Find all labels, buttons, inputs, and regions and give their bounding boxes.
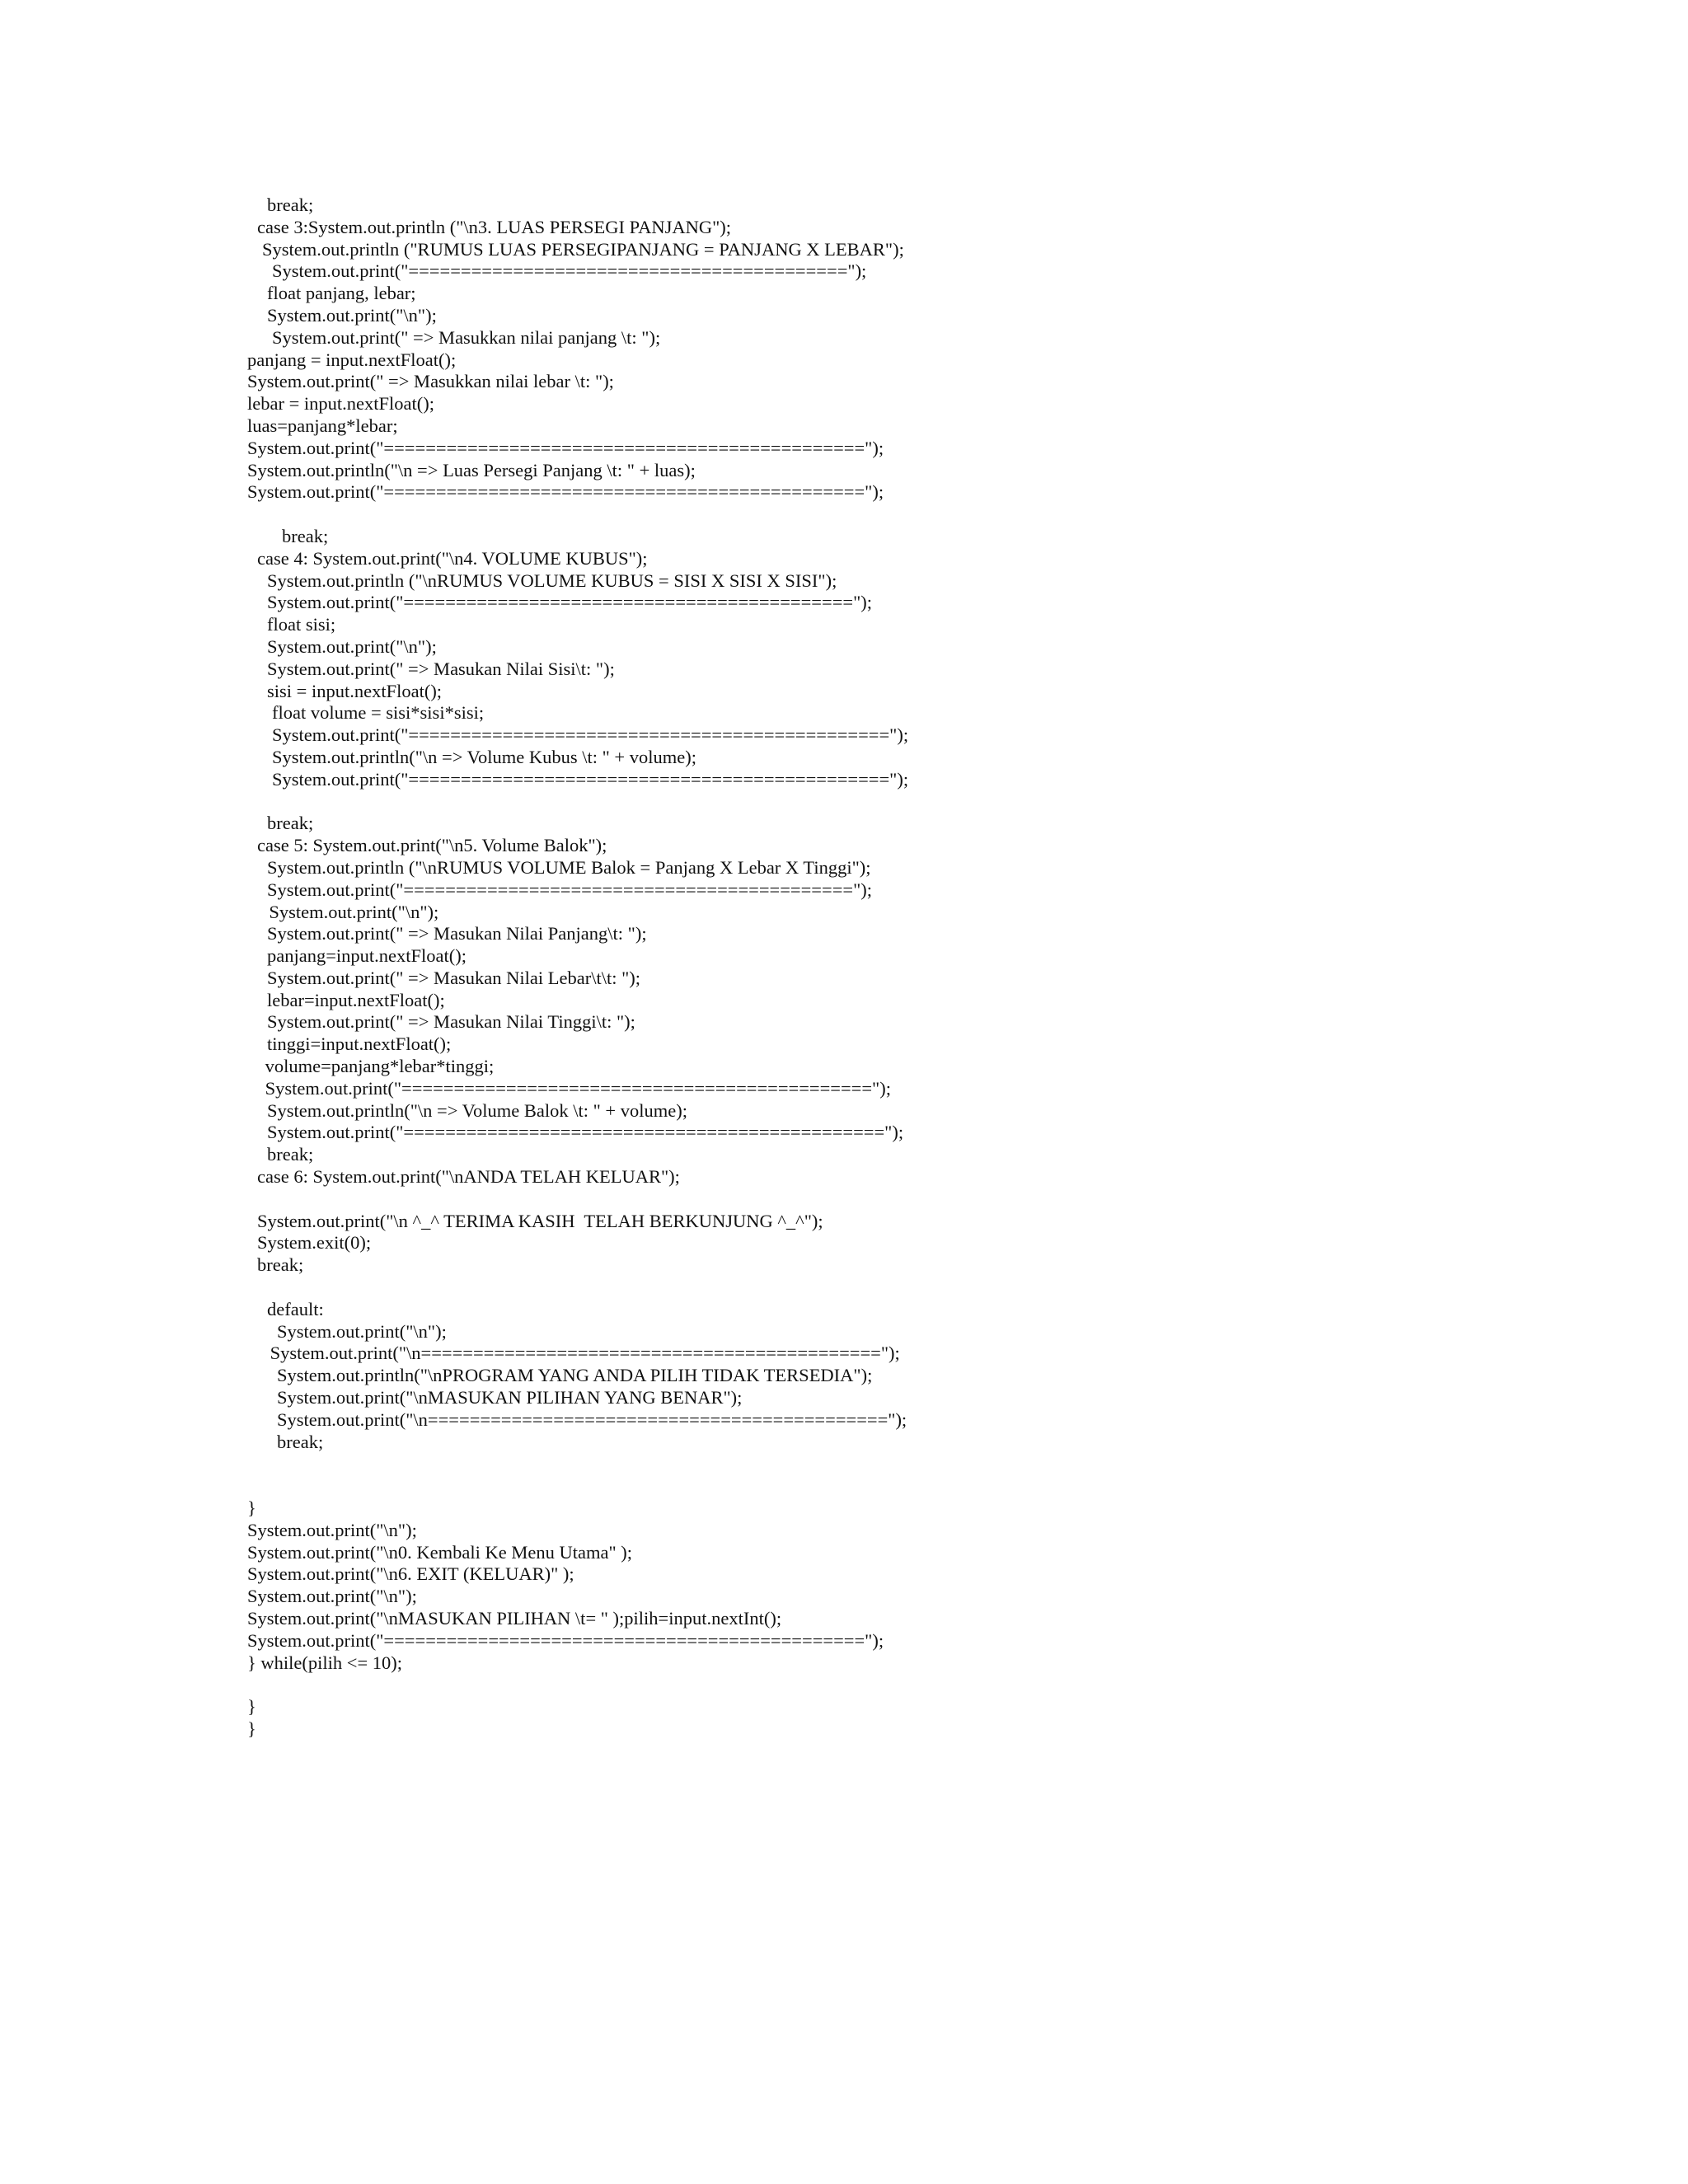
code-line [247, 1475, 1566, 1497]
code-line: lebar = input.nextFloat(); [247, 393, 435, 415]
code-line: volume=panjang*lebar*tinggi; [265, 1056, 495, 1077]
code-line: sisi = input.nextFloat(); [267, 680, 443, 701]
code-line: System.out.print("\n============================================"); [277, 1408, 907, 1430]
code-line: panjang = input.nextFloat(); [247, 349, 457, 370]
code-line: } [247, 1718, 256, 1739]
code-line: float panjang, lebar; [267, 283, 416, 304]
code-line: case 6: System.out.print("\nANDA TELAH KELUAR"); [257, 1166, 680, 1188]
code-line: System.out.print("=========================================="); [272, 260, 867, 282]
code-line: System.out.print("============================================="); [265, 1077, 891, 1099]
code-line: System.out.print("=============================================="); [267, 1122, 904, 1143]
code-line: break; [267, 194, 314, 215]
code-line: System.out.print("=============================================="); [247, 1629, 884, 1651]
code-line: System.out.print("\n============================================"); [270, 1343, 900, 1364]
code-line [247, 1453, 1566, 1475]
code-line: System.out.print(" => Masukkan nilai panjang \t: "); [272, 326, 661, 348]
code-line: System.out.println ("RUMUS LUAS PERSEGIPANJANG = PANJANG X LEBAR"); [262, 238, 904, 260]
code-line: System.out.print("\n6. EXIT (KELUAR)" ); [247, 1563, 574, 1585]
code-line: System.out.print("==========================================="); [267, 592, 872, 613]
code-line: } [247, 1497, 256, 1519]
code-line [247, 791, 1566, 813]
code-line: case 3:System.out.println ("\n3. LUAS PERSEGI PANJANG"); [257, 216, 732, 237]
code-line: System.out.print(" => Masukan Nilai Tinggi\t: "); [267, 1011, 635, 1033]
code-line [247, 1277, 1566, 1299]
code-line: System.out.println ("\nRUMUS VOLUME KUBUS = SISI X SISI X SISI"); [267, 569, 837, 591]
code-line: System.out.print("\n"); [247, 1586, 417, 1607]
code-line: System.out.print(" => Masukkan nilai lebar \t: "); [247, 371, 614, 392]
code-line: System.exit(0); [257, 1232, 372, 1254]
code-line: System.out.print(" => Masukan Nilai Panjang\t: "); [267, 923, 647, 944]
code-line: System.out.print("=============================================="); [272, 768, 909, 790]
code-line: System.out.print("=============================================="); [247, 437, 884, 458]
code-line: System.out.print("\n"); [277, 1320, 447, 1342]
code-line: case 4: System.out.print("\n4. VOLUME KUBUS"); [257, 547, 648, 569]
code-line: default: [267, 1298, 324, 1319]
code-line [247, 1188, 1566, 1211]
code-line: System.out.println("\n => Volume Balok \t: " + volume); [267, 1099, 687, 1121]
code-line: } while(pilih <= 10); [247, 1652, 403, 1673]
code-line: System.out.print("==========================================="); [267, 879, 872, 900]
code-line: System.out.print("=============================================="); [247, 481, 884, 503]
code-line: System.out.println ("\nRUMUS VOLUME Balok = Panjang X Lebar X Tinggi"); [267, 856, 871, 878]
code-line: System.out.print("\n"); [267, 635, 437, 657]
code-line: } [247, 1696, 256, 1718]
code-line: lebar=input.nextFloat(); [267, 989, 445, 1010]
code-line: break; [277, 1431, 324, 1452]
code-line: break; [267, 1144, 314, 1165]
code-listing [247, 194, 1566, 1741]
code-line: break; [257, 1254, 304, 1276]
code-line: break; [282, 525, 329, 546]
code-line: System.out.print(" => Masukan Nilai Sisi\t: "); [267, 658, 615, 679]
code-line: System.out.print("\n0. Kembali Ke Menu Utama" ); [247, 1541, 633, 1563]
code-line: luas=panjang*lebar; [247, 415, 398, 436]
code-line [247, 504, 1566, 526]
code-line: System.out.print("\n ^_^ TERIMA KASIH TELAH BERKUNJUNG ^_^"); [257, 1210, 823, 1231]
code-line: System.out.println("\nPROGRAM YANG ANDA PILIH TIDAK TERSEDIA"); [277, 1365, 873, 1386]
code-line: System.out.print(" => Masukan Nilai Lebar\t\t: "); [267, 967, 641, 988]
code-line: System.out.println("\n => Volume Kubus \t: " + volume); [272, 746, 696, 767]
code-line [247, 1674, 1566, 1696]
code-line: float sisi; [267, 614, 336, 635]
code-line: System.out.print("\n"); [269, 901, 439, 922]
code-line: float volume = sisi*sisi*sisi; [272, 702, 485, 724]
code-line: panjang=input.nextFloat(); [267, 945, 467, 967]
code-line: tinggi=input.nextFloat(); [267, 1033, 452, 1055]
code-line: System.out.print("=============================================="); [272, 724, 909, 746]
code-line: System.out.print("\nMASUKAN PILIHAN \t= " );pilih=input.nextInt(); [247, 1608, 782, 1629]
code-line: System.out.print("\nMASUKAN PILIHAN YANG BENAR"); [277, 1387, 743, 1408]
code-line: System.out.print("\n"); [247, 1519, 417, 1540]
code-line: System.out.println("\n => Luas Persegi Panjang \t: " + luas); [247, 459, 696, 480]
code-line: System.out.print("\n"); [267, 304, 437, 326]
code-line: break; [267, 813, 314, 834]
code-line: case 5: System.out.print("\n5. Volume Balok"); [257, 835, 607, 856]
